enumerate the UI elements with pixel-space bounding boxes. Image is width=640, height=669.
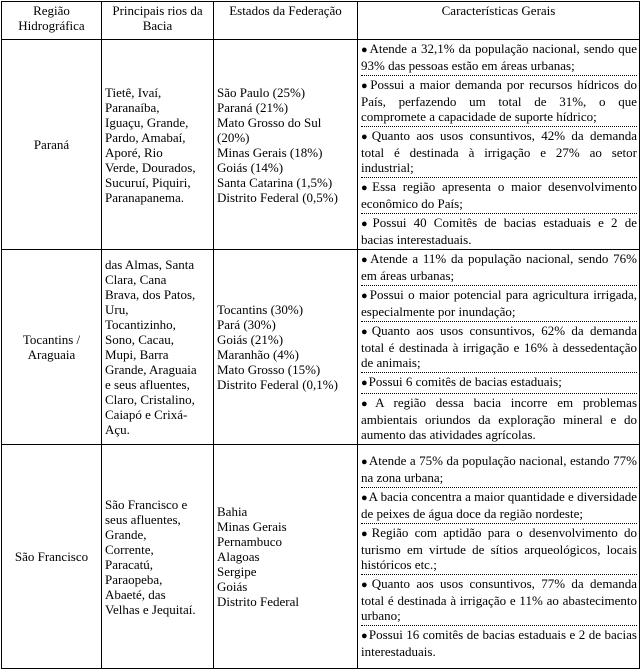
- characteristic-text: Atende a 11% da população nacional, sendo 76% em áreas urbanas;: [361, 251, 637, 283]
- states-line: Distrito Federal (0,1%): [217, 377, 338, 392]
- rivers-line: Tocantizinho,: [105, 317, 176, 332]
- header-region: Região Hidrográfica: [2, 2, 102, 40]
- characteristic-item: [361, 76, 637, 127]
- rivers-line: Paranaíba,: [105, 99, 160, 115]
- states-line: Paraná (21%): [217, 99, 289, 115]
- characteristic-text: Atende a 75% da população nacional, estando 77% na zona urbana;: [361, 453, 637, 485]
- rivers-line: Brava, dos Patos,: [105, 287, 196, 302]
- characteristic-text: Possui o maior potencial para agricultura irrigada, especialmente por inundação;: [361, 287, 637, 319]
- table-row: [2, 250, 640, 445]
- states-cell: [214, 445, 358, 669]
- characteristic-text: Possui 16 comitês de bacias estaduais e 2 de bacias interestaduais.: [361, 627, 637, 659]
- table-row: [2, 40, 640, 250]
- header-characteristics: Características Gerais: [358, 2, 640, 40]
- states-line: Sergipe: [217, 564, 257, 579]
- characteristic-item: [361, 626, 637, 661]
- rivers-cell: [102, 40, 214, 250]
- states-line: Alagoas: [217, 549, 260, 564]
- bullet-icon: ●: [361, 44, 369, 56]
- states-line: Goiás (14%): [217, 159, 284, 175]
- rivers-line: das Almas, Santa: [105, 257, 195, 272]
- states-line: Distrito Federal: [217, 594, 299, 609]
- characteristic-item: [361, 373, 637, 394]
- bullet-icon: ●: [361, 182, 372, 194]
- states-line: Minas Gerais (18%): [217, 144, 323, 160]
- characteristic-item: [361, 178, 637, 214]
- bullet-icon: ●: [361, 377, 368, 389]
- characteristic-text: Essa região apresenta o maior desenvolvimento econômico do País;: [361, 179, 637, 211]
- states-line: Pernambuco: [217, 534, 282, 549]
- rivers-line: Tietê, Ivaí,: [105, 84, 162, 100]
- bullet-icon: ●: [361, 80, 370, 92]
- characteristic-item: [361, 322, 637, 373]
- bullet-icon: ●: [361, 492, 368, 504]
- characteristic-item: [361, 488, 637, 524]
- rivers-line: Abaeté, das: [105, 586, 166, 602]
- rivers-line: Paranapanema.: [105, 189, 185, 205]
- bullet-icon: ●: [361, 254, 370, 266]
- characteristic-item: [361, 127, 637, 178]
- rivers-line: Aporé, Rio: [105, 144, 163, 160]
- states-line: São Paulo (25%): [217, 84, 306, 100]
- rivers-line: Iguaçu, Grande,: [105, 114, 189, 130]
- states-line: Goiás (21%): [217, 332, 284, 347]
- header-states: Estados da Federação: [214, 2, 358, 40]
- characteristic-text: Quanto aos usos consuntivos, 62% da demanda total é destinada à irrigação e 16% à dessedentação de animais;: [361, 323, 637, 370]
- characteristic-item: [361, 394, 637, 444]
- characteristic-item: [361, 575, 637, 626]
- rivers-line: São Francisco e: [105, 496, 188, 512]
- bullet-icon: ●: [361, 456, 368, 468]
- characteristic-text: A bacia concentra a maior quantidade e diversidade de peixes de água doce da região nordeste;: [361, 489, 637, 521]
- states-line: Pará (30%): [217, 317, 276, 332]
- rivers-line: Paracatú,: [105, 556, 154, 572]
- characteristic-text: Quanto aos usos consuntivos, 77% da demanda total é destinada à irrigação e 11% ao abastecimento urbano;: [361, 576, 637, 623]
- rivers-cell: [102, 445, 214, 669]
- region-name-cell: São Francisco: [2, 445, 102, 669]
- bullet-icon: ●: [361, 218, 372, 230]
- characteristic-item: [361, 524, 637, 575]
- states-line: Mato Grosso (15%): [217, 362, 321, 377]
- characteristics-cell: [358, 250, 640, 445]
- header-row: [2, 2, 640, 40]
- rivers-line: Claro, Cristalino,: [105, 392, 195, 407]
- table-row: [2, 445, 640, 669]
- states-line: Bahia: [217, 504, 248, 519]
- states-line: Maranhão (4%): [217, 347, 299, 362]
- characteristic-item: [361, 250, 637, 286]
- hydro-regions-table: [1, 1, 640, 669]
- states-line: (20%): [217, 129, 250, 145]
- characteristics-cell: [358, 40, 640, 250]
- characteristic-item: [361, 40, 637, 76]
- bullet-icon: ●: [361, 326, 371, 338]
- characteristic-text: Possui 40 Comitês de bacias estaduais e 2 de bacias interestaduais.: [361, 215, 637, 247]
- characteristic-text: A região dessa bacia incorre em problemas ambientais oriundos da exploração mineral e do aumento das atividades agrícolas.: [361, 395, 637, 442]
- region-name-cell: Tocantins / Araguaia: [2, 250, 102, 445]
- characteristic-text: Possui 6 comitês de bacias estaduais;: [368, 374, 562, 389]
- rivers-line: Açu.: [105, 422, 130, 437]
- rivers-line: e seus afluentes,: [105, 377, 190, 392]
- bullet-icon: ●: [361, 131, 371, 143]
- characteristic-item: [361, 286, 637, 322]
- characteristic-item: [361, 214, 637, 249]
- states-line: Distrito Federal (0,5%): [217, 189, 338, 205]
- rivers-line: Sucuruí, Piquiri,: [105, 174, 191, 190]
- states-line: Minas Gerais: [217, 519, 287, 534]
- bullet-icon: ●: [361, 528, 371, 540]
- rivers-line: Grande,: [105, 526, 147, 542]
- header-rivers: Principais rios da Bacia: [102, 2, 214, 40]
- bullet-icon: ●: [361, 290, 369, 302]
- bullet-icon: ●: [361, 630, 368, 642]
- rivers-line: Pardo, Amabaí,: [105, 129, 186, 145]
- rivers-line: Paraopeba,: [105, 571, 163, 587]
- bullet-icon: ●: [361, 398, 375, 410]
- states-cell: [214, 250, 358, 445]
- characteristic-text: Atende a 32,1% da população nacional, sendo que 93% das pessoas estão em áreas urbanas;: [361, 41, 637, 73]
- rivers-line: Caiapó e Crixá-: [105, 407, 188, 422]
- states-line: Tocantins (30%): [217, 302, 304, 317]
- rivers-line: Velhas e Jequitaí.: [105, 601, 196, 617]
- rivers-line: Sono, Cacau,: [105, 332, 174, 347]
- region-name-cell: Paraná: [2, 40, 102, 250]
- characteristic-text: Possui a maior demanda por recursos hídricos do País, perfazendo um total de 31%, o que compromete a capacidade de suporte hídrico;: [361, 77, 637, 124]
- states-line: Mato Grosso do Sul: [217, 114, 322, 130]
- characteristic-text: Região com aptidão para o desenvolvimento do turismo em virtude de sítios arqueológicos, locais históricos etc.;: [361, 525, 637, 572]
- rivers-line: Mupi, Barra: [105, 347, 169, 362]
- rivers-line: seus afluentes,: [105, 511, 181, 527]
- characteristic-text: Quanto aos usos consuntivos, 42% da demanda total é destinada à irrigação e 27% ao setor industrial;: [361, 128, 637, 175]
- bullet-icon: ●: [361, 579, 371, 591]
- states-line: Santa Catarina (1,5%): [217, 174, 333, 190]
- states-line: Goiás: [217, 579, 248, 594]
- rivers-line: Grande, Araguaia: [105, 362, 197, 377]
- rivers-cell: [102, 250, 214, 445]
- rivers-line: Clara, Cana: [105, 272, 167, 287]
- rivers-line: Verde, Dourados,: [105, 159, 196, 175]
- characteristic-item: [361, 452, 637, 488]
- rivers-line: Corrente,: [105, 541, 154, 557]
- characteristics-cell: [358, 445, 640, 669]
- rivers-line: Uru,: [105, 302, 129, 317]
- states-cell: [214, 40, 358, 250]
